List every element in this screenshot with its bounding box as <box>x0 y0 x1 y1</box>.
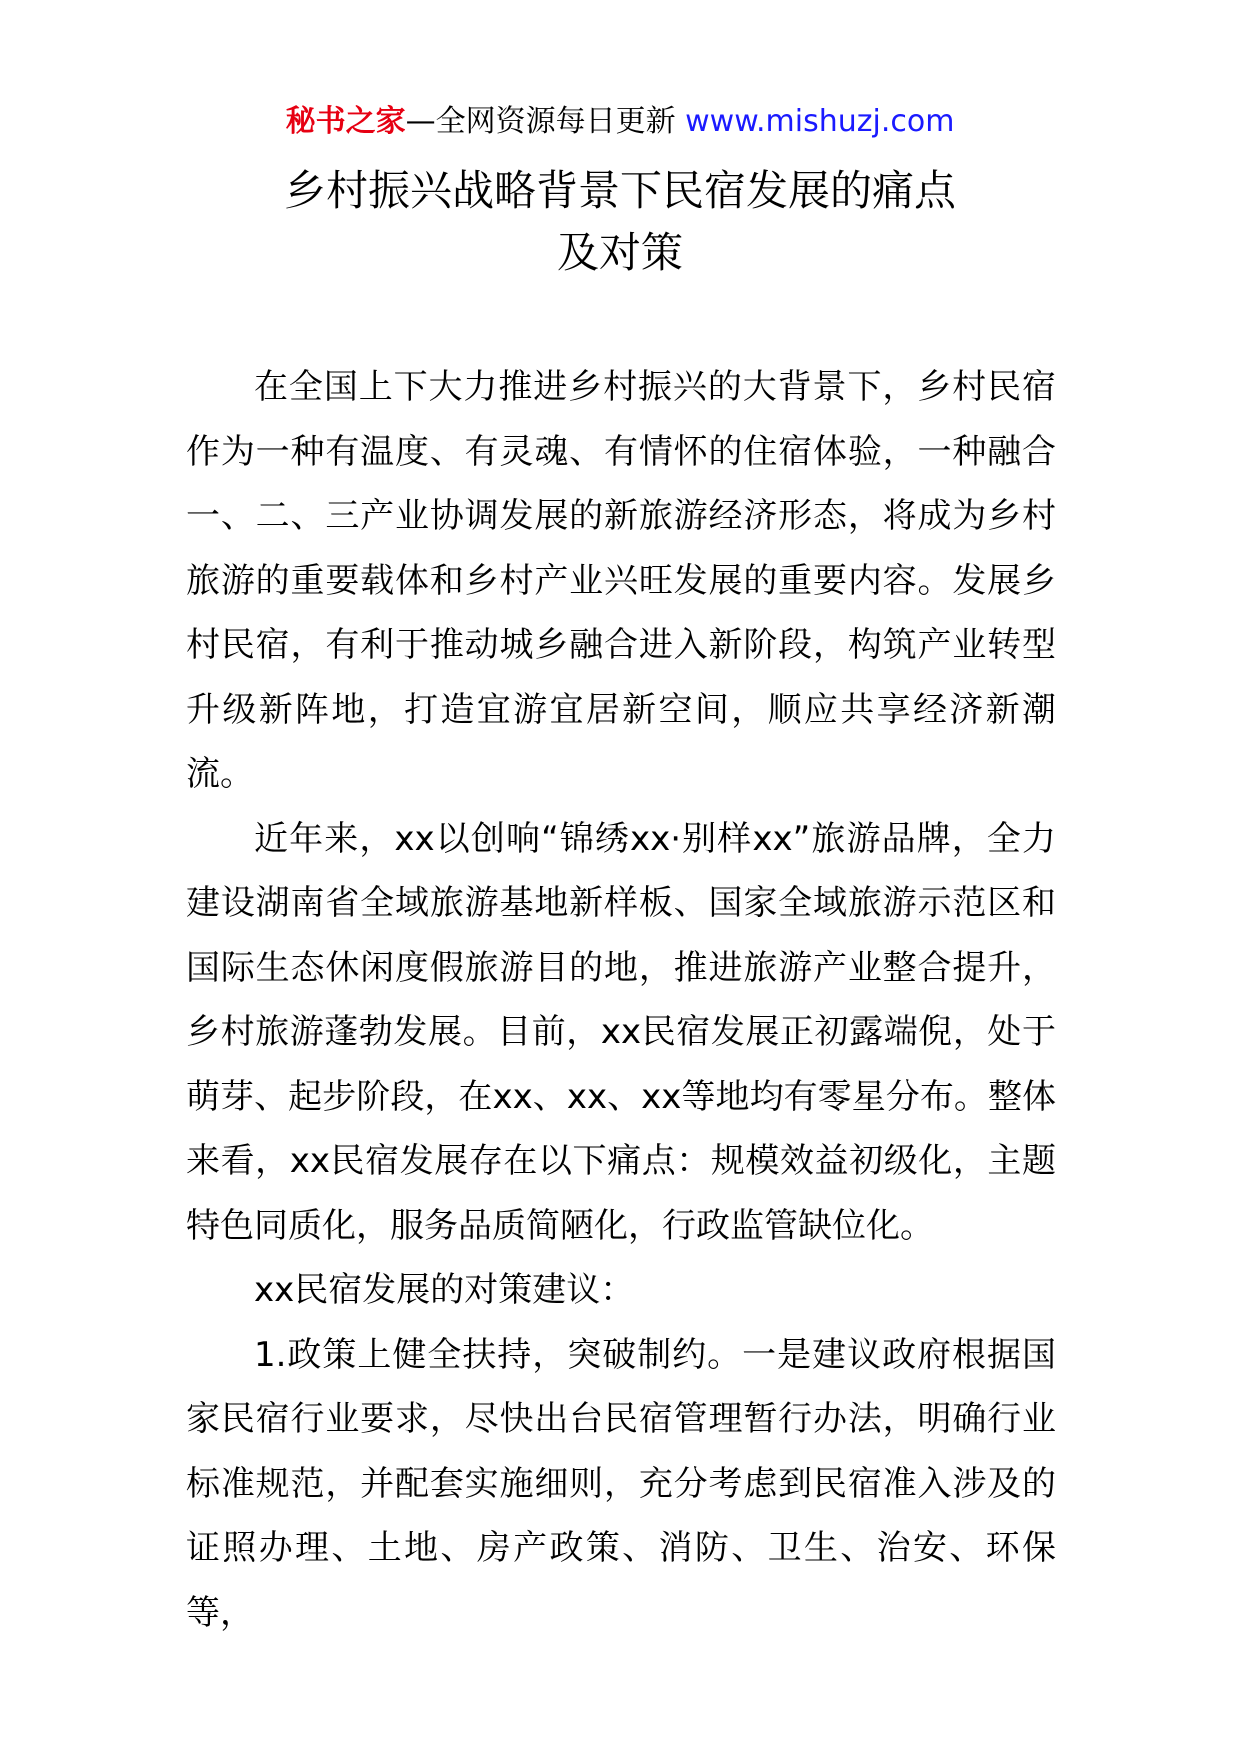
paragraph-2: 近年来，xx以创响“锦绣xx·别样xx”旅游品牌，全力建设湖南省全域旅游基地新样板、国家全域旅游示范区和国际生态休闲度假旅游目的地，推进旅游产业整合提升，乡村旅游蓬勃发展。目前，xx民宿发展正初露端倪，处于萌芽、起步阶段，在xx、xx、xx等地均有零星分布。整体来看，xx民宿发展存在以下痛点：规模效益初级化，主题特色同质化，服务品质简陋化，行政监管缺位化。 <box>186 818 1056 1246</box>
page-header <box>0 100 1240 144</box>
brand-name: 秘书之家 <box>285 104 406 139</box>
document-body <box>186 355 1056 1645</box>
title-line-1: 乡村振兴战略背景下民宿发展的痛点 <box>283 166 956 215</box>
document-title <box>0 160 1240 284</box>
paragraph-4: 1.政策上健全扶持，突破制约。一是建议政府根据国家民宿行业要求，尽快出台民宿管理暂行办法，明确行业标准规范，并配套实施细则，充分考虑到民宿准入涉及的证照办理、土地、房产政策、消防、卫生、治安、环保等， <box>186 1334 1056 1633</box>
site-url-link[interactable]: www.mishuzj.com <box>685 104 955 139</box>
paragraph-1: 在全国上下大力推进乡村振兴的大背景下，乡村民宿作为一种有温度、有灵魂、有情怀的住宿体验，一种融合一、二、三产业协调发展的新旅游经济形态，将成为乡村旅游的重要载体和乡村产业兴旺发展的重要内容。发展乡村民宿，有利于推动城乡融合进入新阶段，构筑产业转型升级新阵地，打造宜游宜居新空间，顺应共享经济新潮流。 <box>186 367 1056 794</box>
title-line-2: 及对策 <box>556 228 683 277</box>
paragraph-3: xx民宿发展的对策建议： <box>254 1270 635 1310</box>
header-tagline: —全网资源每日更新 <box>405 104 676 139</box>
